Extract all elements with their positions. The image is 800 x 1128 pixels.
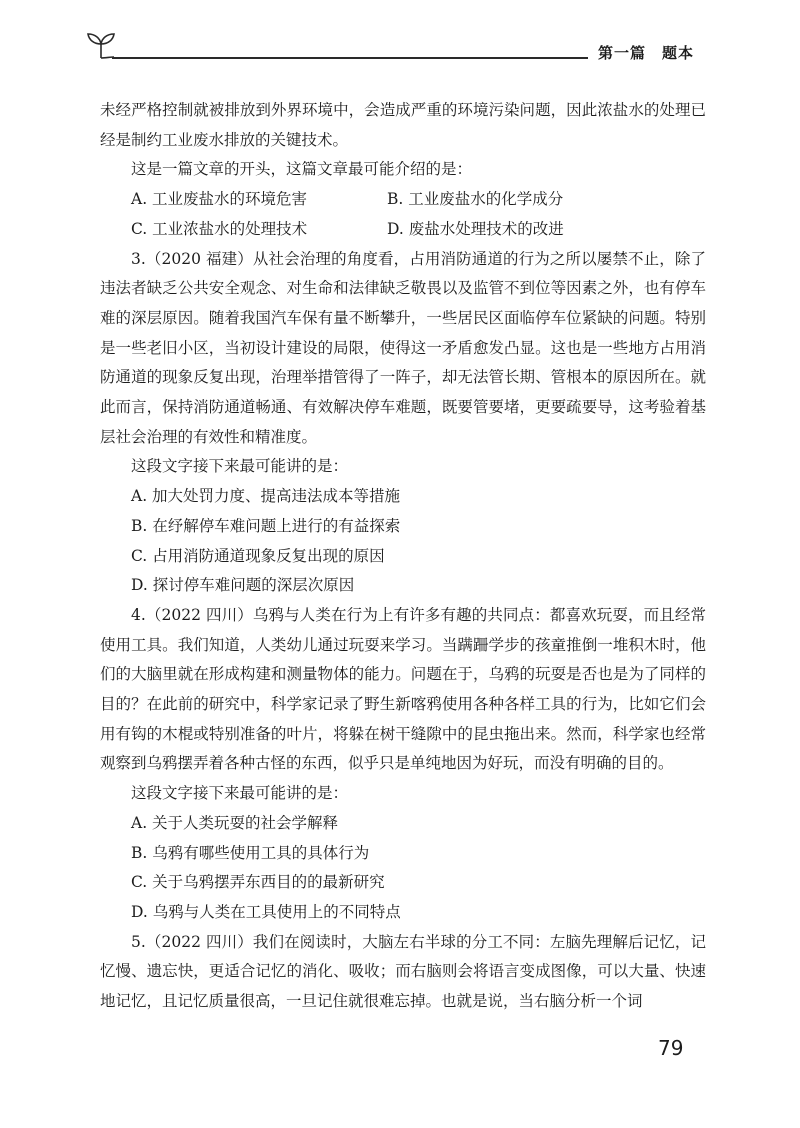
- page-body: [100, 96, 706, 1017]
- question-3-option-c: C. 占用消防通道现象反复出现的原因: [131, 546, 385, 565]
- question-3-prompt: 这段文字接下来最可能讲的是：: [131, 457, 349, 476]
- question-4-option-a: A. 关于人类玩耍的社会学解释: [131, 813, 339, 832]
- question-2-prompt: 这是一篇文章的开头，这篇文章最可能介绍的是：: [131, 160, 473, 179]
- question-4-text: 4.（2022 四川）乌鸦与人类在行为上有许多有趣的共同点：都喜欢玩耍，而且经常使用工具。我们知道，人类幼儿通过玩耍来学习。当蹒跚学步的孩童推倒一堆积木时，他们的大脑里就在形成构建和测量物体的能力。问题在于，乌鸦的玩耍是否也是为了同样的目的？在此前的研究中，科学家记录了野生新喀鸦使用各种各样工具的行为，比如它们会用有钩的木棍或特别准备的叶片，将躲在树干缝隙中的昆虫拖出来。然而，科学家也经常观察到乌鸦摆弄着各种古怪的东西，似乎只是单纯地因为好玩，而没有明确的目的。: [100, 605, 706, 773]
- option-b: B. 工业废盐水的化学成分: [387, 190, 564, 209]
- question-4-option-b: B. 乌鸦有哪些使用工具的具体行为: [131, 843, 370, 862]
- question-4-option-d: D. 乌鸦与人类在工具使用上的不同特点: [131, 902, 401, 921]
- question-2-options-row-1: [100, 185, 706, 215]
- option-a: A. 工业废盐水的环境危害: [131, 190, 308, 209]
- option-d: D. 废盐水处理技术的改进: [387, 219, 564, 238]
- question-2-options-row-2: [100, 215, 706, 245]
- running-header: [0, 0, 800, 80]
- question-3-option-b: B. 在纾解停车难问题上进行的有益探索: [131, 516, 401, 535]
- option-c: C. 工业浓盐水的处理技术: [131, 219, 308, 238]
- paragraph-intro-tail: 未经严格控制就被排放到外界环境中，会造成严重的环境污染问题，因此浓盐水的处理已经是制约工业废水排放的关键技术。: [100, 101, 706, 149]
- page-number: 79: [658, 1036, 684, 1060]
- question-4-option-c: C. 关于乌鸦摆弄东西目的的最新研究: [131, 873, 385, 892]
- question-3-option-d: D. 探讨停车难问题的深层次原因: [131, 576, 355, 595]
- question-4-prompt: 这段文字接下来最可能讲的是：: [131, 784, 349, 803]
- question-3-text: 3.（2020 福建）从社会治理的角度看，占用消防通道的行为之所以屡禁不止，除了违法者缺乏公共安全观念、对生命和法律缺乏敬畏以及监管不到位等因素之外，也有停车难的深层原因。随着我国汽车保有量不断攀升，一些居民区面临停车位紧缺的问题。特别是一些老旧小区，当初设计建设的局限，使得这一矛盾愈发凸显。这也是一些地方占用消防通道的现象反复出现，治理举措管得了一阵子，却无法管长期、管根本的原因所在。就此而言，保持消防通道畅通、有效解决停车难题，既要管要堵，更要疏要导，这考验着基层社会治理的有效性和精准度。: [100, 249, 706, 446]
- header-title: 第一篇 题本: [598, 44, 695, 62]
- question-3-option-a: A. 加大处罚力度、提高违法成本等措施: [131, 487, 401, 506]
- header-rule: [112, 57, 588, 59]
- question-5-text: 5.（2022 四川）我们在阅读时，大脑左右半球的分工不同：左脑先理解后记忆，记忆慢、遗忘快，更适合记忆的消化、吸收；而右脑则会将语言变成图像，可以大量、快速地记忆，且记忆质量很高，一旦记住就很难忘掉。也就是说，当右脑分析一个词: [100, 932, 706, 1011]
- sprout-leaf-icon: [84, 30, 118, 60]
